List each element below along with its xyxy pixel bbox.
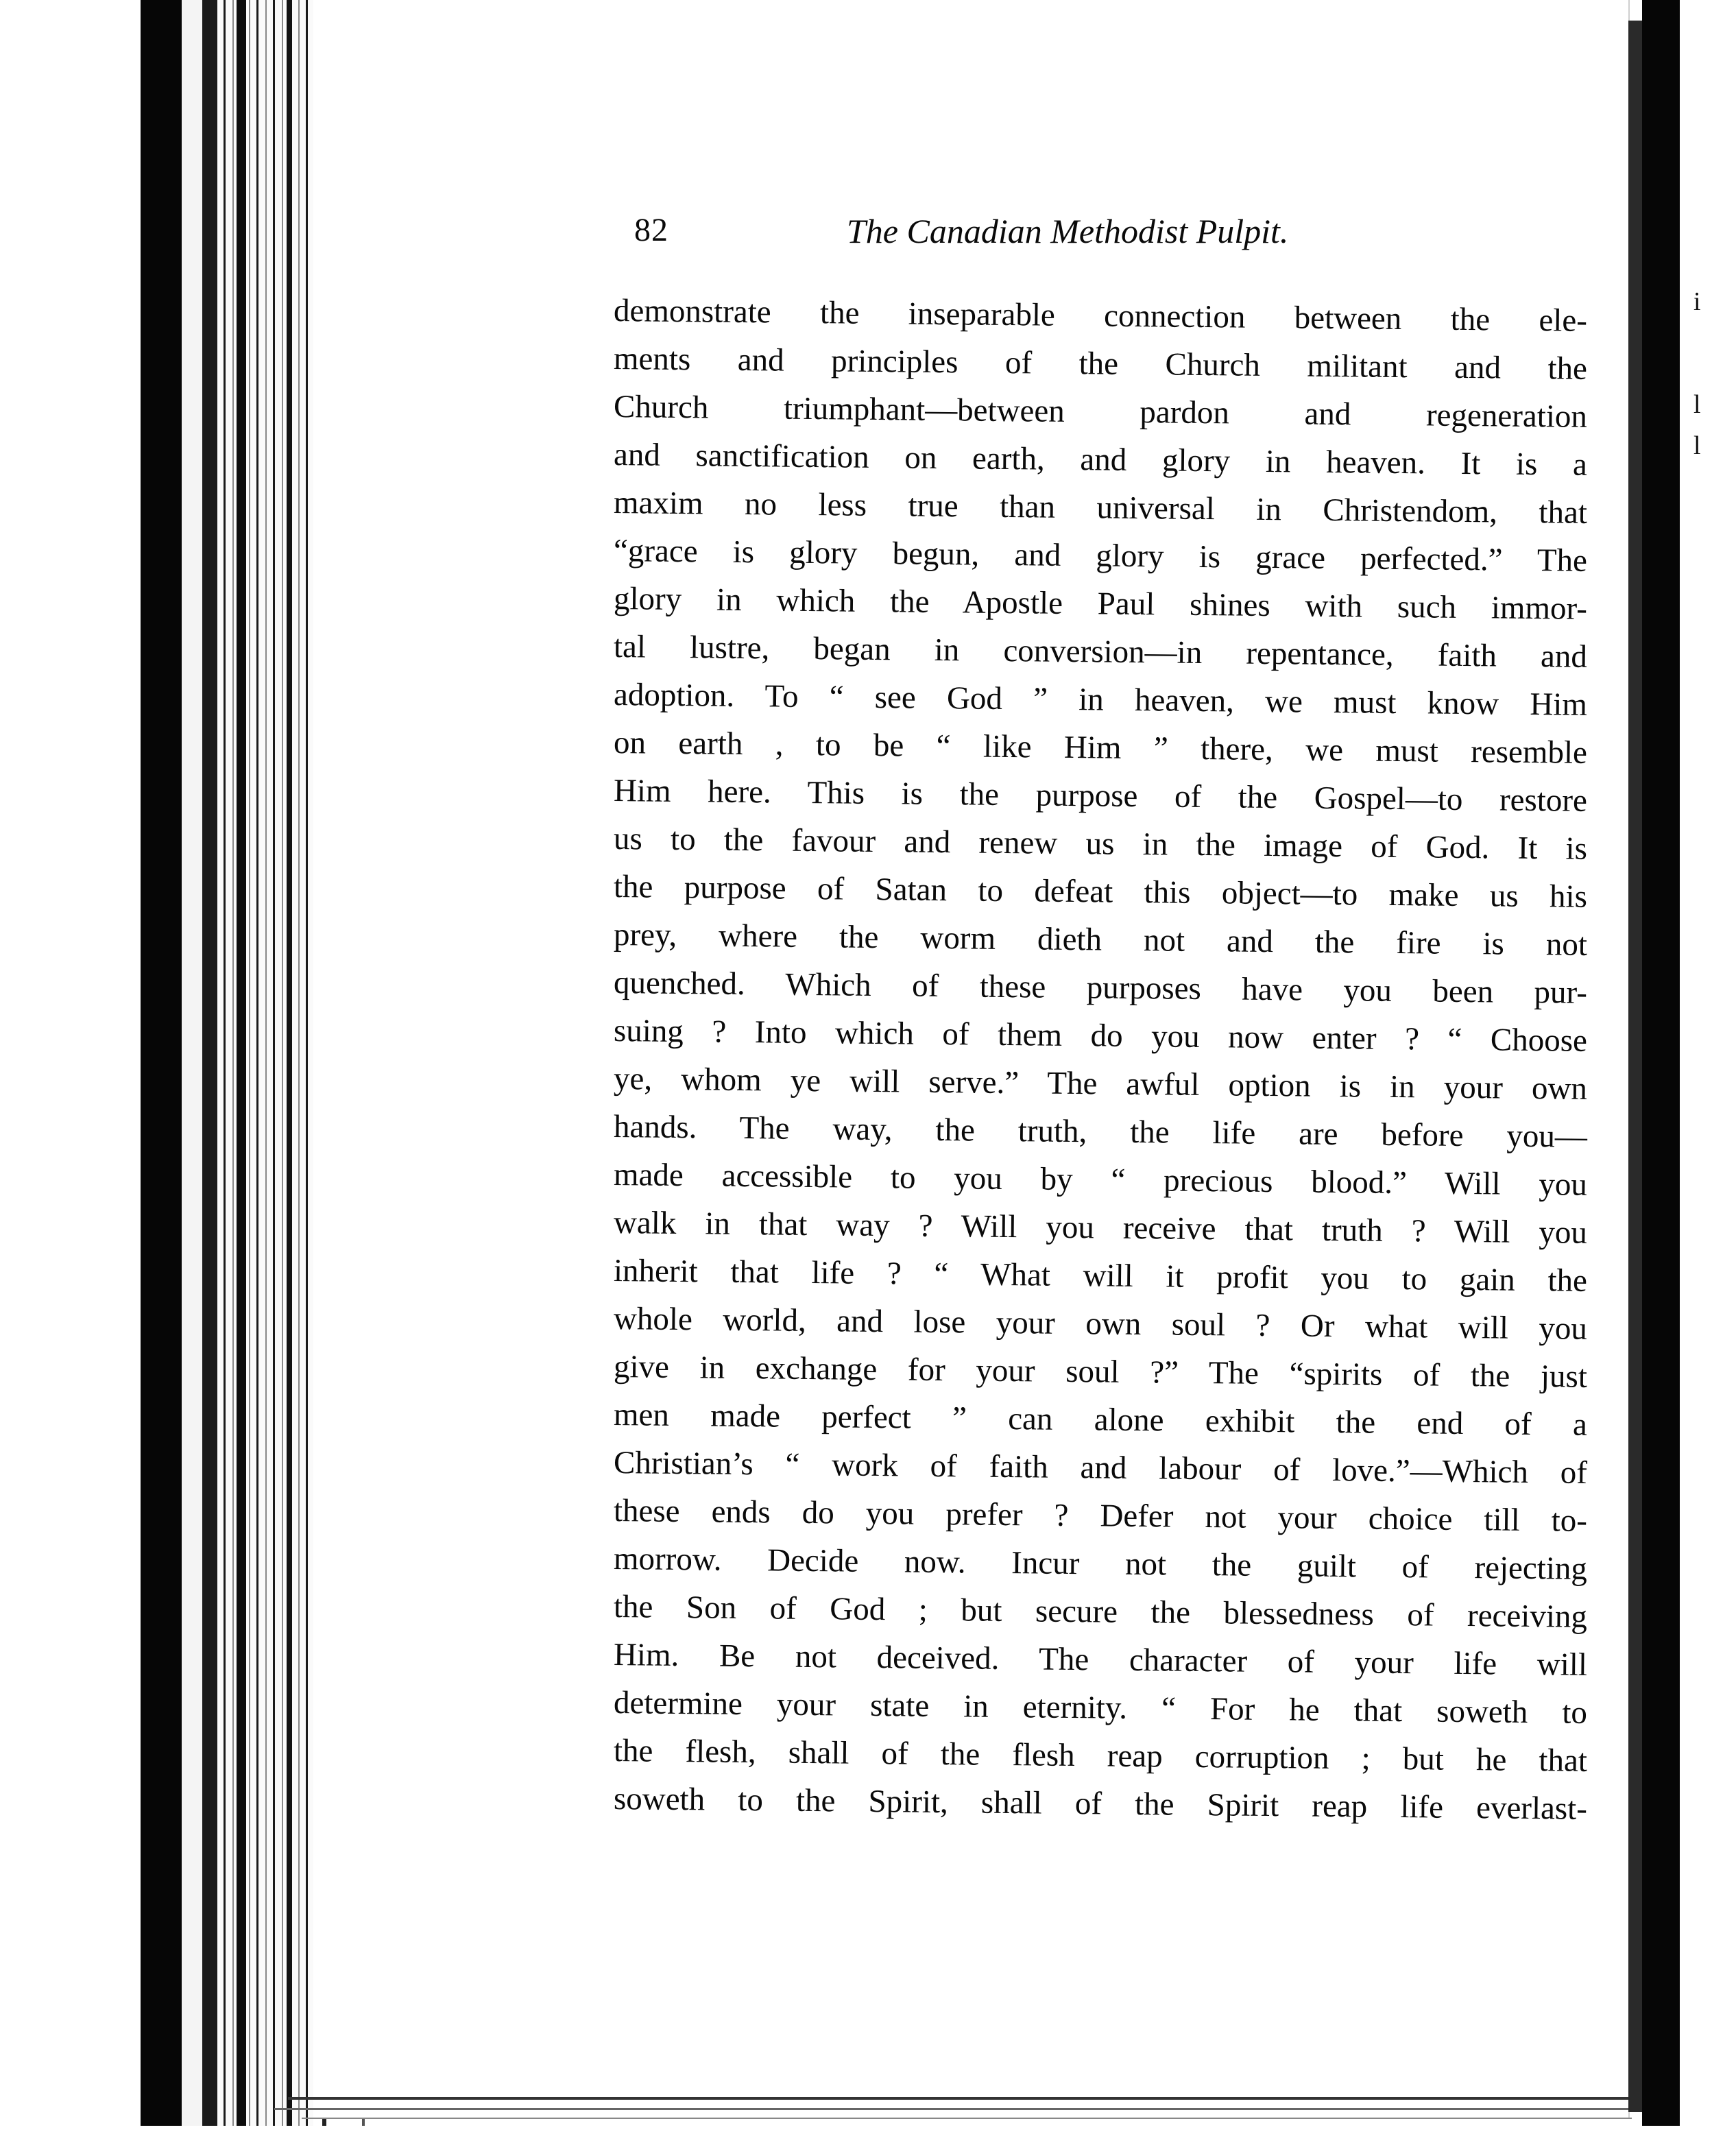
text-line: hands. The way, the truth, the life are before you—	[613, 1109, 1588, 1155]
text-line: men made perfect ” can alone exhibit the end of a	[613, 1397, 1588, 1443]
text-line: Him. Be not deceived. The character of your life will	[613, 1637, 1588, 1683]
running-header	[634, 206, 1409, 261]
text-line: adoption. To “ see God ” in heaven, we must know Him	[613, 677, 1588, 723]
text-line: ye, whom ye will serve.” The awful option is in your own	[613, 1061, 1588, 1107]
text-line: the flesh, shall of the flesh reap corruption ; but he that	[613, 1733, 1588, 1779]
page-number: 82	[634, 212, 668, 248]
spine-gap	[182, 0, 202, 2145]
book-spine	[141, 0, 182, 2145]
page-edge-line	[287, 0, 292, 2145]
text-line: these ends do you prefer ? Defer not your choice till to-	[613, 1493, 1588, 1539]
right-page-shadow	[1628, 21, 1642, 2112]
text-line: tal lustre, began in conversion—in repentance, faith and	[613, 629, 1588, 675]
facing-page-fragments	[1693, 288, 1728, 459]
text-line: maxim no less true than universal in Christendom, that	[613, 485, 1588, 531]
text-line: us to the favour and renew us in the image of God. It is	[613, 821, 1588, 867]
left-background	[0, 0, 141, 2145]
text-line: ments and principles of the Church militant and the	[613, 341, 1588, 387]
text-line: morrow. Decide now. Incur not the guilt of rejecting	[613, 1541, 1588, 1587]
body-text	[613, 287, 1588, 1827]
text-line: on earth , to be “ like Him ” there, we must resemble	[613, 725, 1588, 771]
text-line: and sanctification on earth, and glory in heaven. It is a	[613, 437, 1588, 483]
text-line: made accessible to you by “ precious blood.” Will you	[613, 1157, 1588, 1203]
text-line: the Son of God ; but secure the blessedness of receiving	[613, 1589, 1588, 1635]
text-line: soweth to the Spirit, shall of the Spirit reap life everlast-	[613, 1781, 1588, 1827]
text-line: whole world, and lose your own soul ? Or what will you	[613, 1301, 1588, 1347]
text-line: demonstrate the inseparable connection between the ele-	[613, 293, 1588, 339]
spine-edge	[202, 0, 217, 2145]
text-line: determine your state in eternity. “ For he that soweth to	[613, 1685, 1588, 1731]
text-line: quenched. Which of these purposes have you been pur-	[613, 965, 1588, 1011]
text-line: “grace is glory begun, and glory is grace perfected.” The	[613, 533, 1588, 579]
margin-fragment: i	[1693, 287, 1701, 316]
margin-fragment: l	[1693, 431, 1701, 460]
text-line: inherit that life ? “ What will it profit you to gain the	[613, 1253, 1588, 1299]
text-line: prey, where the worm dieth not and the fire is not	[613, 917, 1588, 963]
text-line: Him here. This is the purpose of the Gospel—to restore	[613, 773, 1588, 819]
page-edge-line	[237, 0, 246, 2145]
text-line: glory in which the Apostle Paul shines with such immor-	[613, 581, 1588, 627]
page-bottom-edge	[302, 2118, 1632, 2119]
right-book-edge	[1642, 0, 1680, 2145]
page-bottom-edge	[288, 2097, 1628, 2100]
bottom-background	[0, 2126, 1736, 2145]
running-title: The Canadian Methodist Pulpit.	[847, 212, 1289, 250]
margin-fragment: l	[1693, 390, 1701, 419]
text-line: the purpose of Satan to defeat this object—to make us his	[613, 869, 1588, 915]
text-line: Christian’s “ work of faith and labour of love.”—Which of	[613, 1445, 1588, 1491]
text-line: give in exchange for your soul ?” The “spirits of the just	[613, 1349, 1588, 1395]
page-stack-edges	[217, 0, 313, 2145]
text-line: Church triumphant—between pardon and regeneration	[613, 389, 1588, 435]
text-line: walk in that way ? Will you receive that truth ? Will you	[613, 1205, 1588, 1251]
page-bottom-edge	[274, 2108, 1639, 2110]
text-line: suing ? Into which of them do you now enter ? “ Choose	[613, 1013, 1588, 1059]
